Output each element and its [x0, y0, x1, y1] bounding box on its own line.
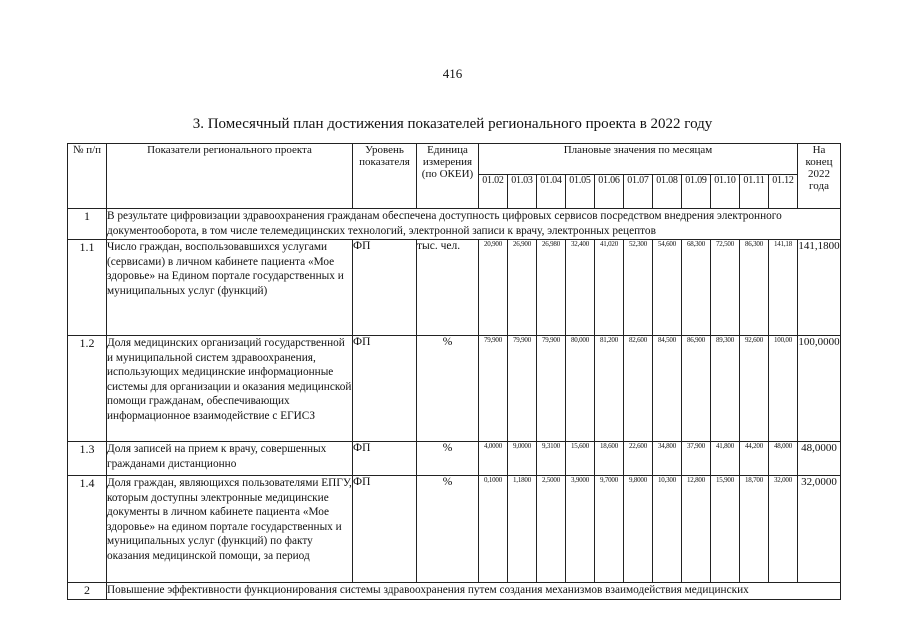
- monthly-value: 79,900: [537, 336, 566, 442]
- header-month: 01.06: [595, 175, 624, 209]
- indicator-unit: тыс. чел.: [417, 240, 479, 336]
- indicator-number: 1.3: [68, 442, 107, 476]
- monthly-value: 9,8000: [624, 476, 653, 583]
- indicator-name: Доля граждан, являющихся пользователями ЕПГУ, которым доступны электронные медицинские документы в личном кабинете пациента «Мое здоровье» на едином портале государственных и муниципальных услуг (функций) по факту оказания медицинской помощи, за период: [107, 476, 353, 583]
- indicator-unit: %: [417, 476, 479, 583]
- section-row: [68, 209, 841, 240]
- year-end-value: 32,0000: [798, 476, 841, 583]
- indicator-number: 1.4: [68, 476, 107, 583]
- monthly-value: 32,400: [566, 240, 595, 336]
- monthly-value: 0,1000: [479, 476, 508, 583]
- monthly-value: 20,900: [479, 240, 508, 336]
- monthly-value: 26,900: [508, 240, 537, 336]
- year-end-value: 48,0000: [798, 442, 841, 476]
- monthly-value: 100,00: [769, 336, 798, 442]
- table-row: [68, 336, 841, 442]
- header-number: № п/п: [68, 144, 107, 209]
- indicator-number: 1.1: [68, 240, 107, 336]
- monthly-value: 52,300: [624, 240, 653, 336]
- header-indicators: Показатели регионального проекта: [107, 144, 353, 209]
- header-month: 01.04: [537, 175, 566, 209]
- indicator-level: ФП: [353, 442, 417, 476]
- monthly-value: 141,18: [769, 240, 798, 336]
- monthly-value: 26,980: [537, 240, 566, 336]
- monthly-value: 4,0000: [479, 442, 508, 476]
- monthly-value: 44,200: [740, 442, 769, 476]
- monthly-value: 86,900: [682, 336, 711, 442]
- header-level: Уровень показателя: [353, 144, 417, 209]
- header-month: 01.09: [682, 175, 711, 209]
- monthly-value: 89,300: [711, 336, 740, 442]
- section-text: В результате цифровизации здравоохранения гражданам обеспечена доступность цифровых сервисов посредством внедрения электронного документооборота, в том числе телемедицинских технологий, электронной записи к врачу, электронных рецептов: [107, 209, 841, 240]
- monthly-value: 79,900: [508, 336, 537, 442]
- header-month: 01.08: [653, 175, 682, 209]
- header-month: 01.12: [769, 175, 798, 209]
- header-month: 01.05: [566, 175, 595, 209]
- monthly-value: 41,800: [711, 442, 740, 476]
- monthly-value: 1,1800: [508, 476, 537, 583]
- monthly-value: 54,600: [653, 240, 682, 336]
- indicator-unit: %: [417, 336, 479, 442]
- section-number: 2: [68, 583, 107, 600]
- header-month: 01.11: [740, 175, 769, 209]
- header-month: 01.03: [508, 175, 537, 209]
- indicator-level: ФП: [353, 476, 417, 583]
- monthly-value: 79,900: [479, 336, 508, 442]
- indicator-level: ФП: [353, 336, 417, 442]
- monthly-value: 68,300: [682, 240, 711, 336]
- monthly-value: 18,600: [595, 442, 624, 476]
- year-end-value: 141,1800: [798, 240, 841, 336]
- section-text: Повышение эффективности функционирования системы здравоохранения путем создания механизмов взаимодействия медицинских: [107, 583, 841, 600]
- table-row: [68, 476, 841, 583]
- monthly-value: 12,800: [682, 476, 711, 583]
- header-month: 01.02: [479, 175, 508, 209]
- section-number: 1: [68, 209, 107, 240]
- monthly-value: 34,800: [653, 442, 682, 476]
- monthly-value: 3,9000: [566, 476, 595, 583]
- monthly-value: 92,600: [740, 336, 769, 442]
- monthly-value: 84,500: [653, 336, 682, 442]
- indicator-level: ФП: [353, 240, 417, 336]
- page-title: 3. Помесячный план достижения показателей регионального проекта в 2022 году: [192, 116, 713, 132]
- table-row: [68, 240, 841, 336]
- indicator-unit: %: [417, 442, 479, 476]
- monthly-value: 41,020: [595, 240, 624, 336]
- monthly-value: 72,500: [711, 240, 740, 336]
- monthly-value: 82,600: [624, 336, 653, 442]
- page-number: 416: [442, 66, 463, 81]
- indicator-name: Доля записей на прием к врачу, совершенных гражданами дистанционно: [107, 442, 353, 476]
- monthly-value: 86,300: [740, 240, 769, 336]
- monthly-value: 9,7000: [595, 476, 624, 583]
- monthly-value: 18,700: [740, 476, 769, 583]
- monthly-value: 80,000: [566, 336, 595, 442]
- monthly-value: 10,300: [653, 476, 682, 583]
- monthly-value: 15,900: [711, 476, 740, 583]
- monthly-value: 37,900: [682, 442, 711, 476]
- table-row: [68, 442, 841, 476]
- monthly-value: 48,000: [769, 442, 798, 476]
- section-row: [68, 583, 841, 600]
- monthly-value: 15,600: [566, 442, 595, 476]
- header-month: 01.10: [711, 175, 740, 209]
- year-end-value: 100,0000: [798, 336, 841, 442]
- indicator-number: 1.2: [68, 336, 107, 442]
- header-year-end: На конец 2022 года: [798, 144, 841, 209]
- header-month: 01.07: [624, 175, 653, 209]
- monthly-value: 22,600: [624, 442, 653, 476]
- monthly-value: 2,5000: [537, 476, 566, 583]
- monthly-value: 9,0000: [508, 442, 537, 476]
- header-unit: Единица измерения (по ОКЕИ): [417, 144, 479, 209]
- indicator-name: Доля медицинских организаций государственной и муниципальной систем здравоохранения, использующих медицинские информационные системы для организации и оказания медицинской помощи гражданам, обеспечивающих информационное взаимодействие с ЕГИСЗ: [107, 336, 353, 442]
- header-planned-values: Плановые значения по месяцам: [479, 144, 798, 175]
- monthly-value: 9,3100: [537, 442, 566, 476]
- monthly-value: 32,000: [769, 476, 798, 583]
- indicator-name: Число граждан, воспользовавшихся услугами (сервисами) в личном кабинете пациента «Мое здоровье» на Едином портале государственных и муниципальных услуг (функций): [107, 240, 353, 336]
- monthly-value: 81,200: [595, 336, 624, 442]
- monthly-plan-table: [67, 143, 841, 600]
